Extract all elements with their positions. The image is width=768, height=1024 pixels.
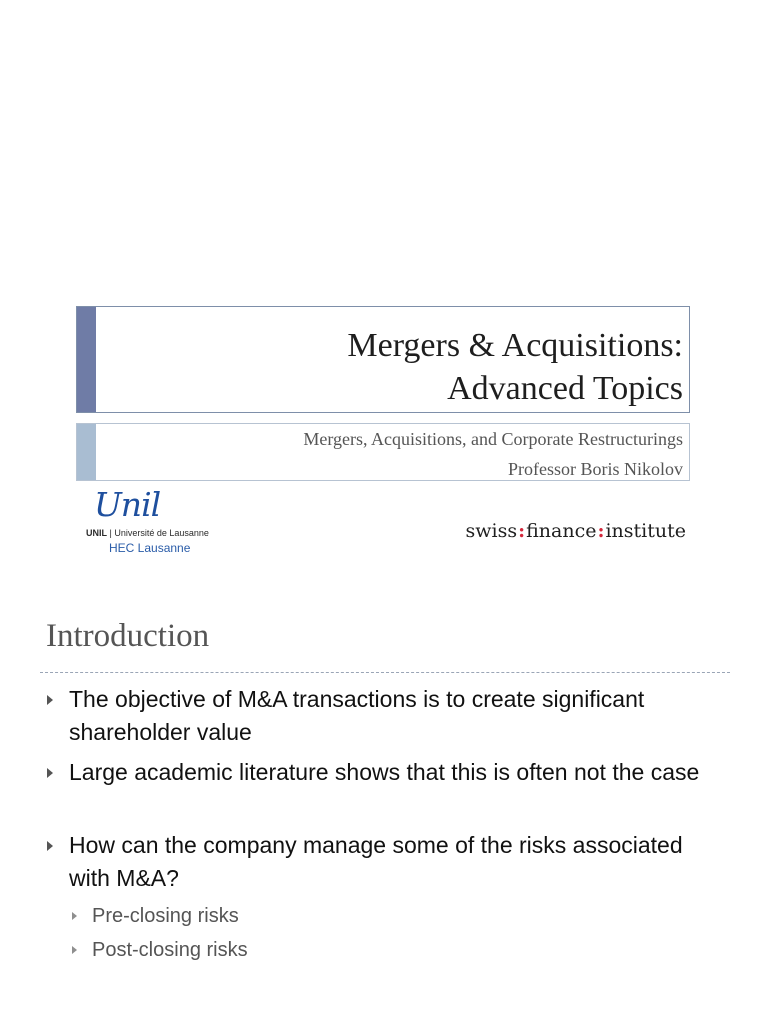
bullet-text: The objective of M&A transactions is to create significant shareholder value [69,686,645,745]
hec-lausanne-label: HEC Lausanne [109,541,191,555]
bullet-item [69,683,729,749]
title-accent-bar [77,307,96,412]
unil-logo-script: Unil [94,485,161,524]
bullet-arrow-icon [47,841,53,851]
unil-logo-tagline [86,528,209,538]
sub-bullet-text: Pre-closing risks [92,905,239,927]
bullet-item [69,756,729,789]
title-box [76,306,690,413]
sfi-separator: : [597,520,605,542]
sub-bullet-arrow-icon [72,946,77,954]
sfi-word-swiss: swiss [465,520,518,542]
bullet-arrow-icon [47,695,53,705]
subtitle-box [76,423,690,481]
bullet-item [69,829,729,895]
title-line-1: Mergers & Acquisitions: [347,327,683,364]
sub-bullet-arrow-icon [72,912,77,920]
sfi-word-institute: institute [605,520,686,542]
sfi-separator: : [518,520,526,542]
bullet-arrow-icon [47,768,53,778]
swiss-finance-institute-logo [465,522,686,541]
title-line-2: Advanced Topics [447,370,683,407]
course-subtitle: Mergers, Acquisitions, and Corporate Restructurings [303,429,683,449]
sub-bullet-item [92,901,239,931]
bullet-text: How can the company manage some of the risks associated with M&A? [69,832,683,891]
bullet-text: Large academic literature shows that this is often not the case [69,759,700,785]
sub-bullet-item [92,935,248,965]
sub-bullet-text: Post-closing risks [92,939,248,961]
heading-divider [40,672,730,673]
professor-name: Professor Boris Nikolov [508,459,683,479]
sfi-word-finance: finance [526,520,597,542]
unil-logo-name: UNIL [86,528,107,538]
slide-heading: Introduction [46,618,210,654]
unil-logo [86,485,236,560]
subtitle-accent-bar [77,424,96,480]
unil-logo-university: | Université de Lausanne [109,528,209,538]
